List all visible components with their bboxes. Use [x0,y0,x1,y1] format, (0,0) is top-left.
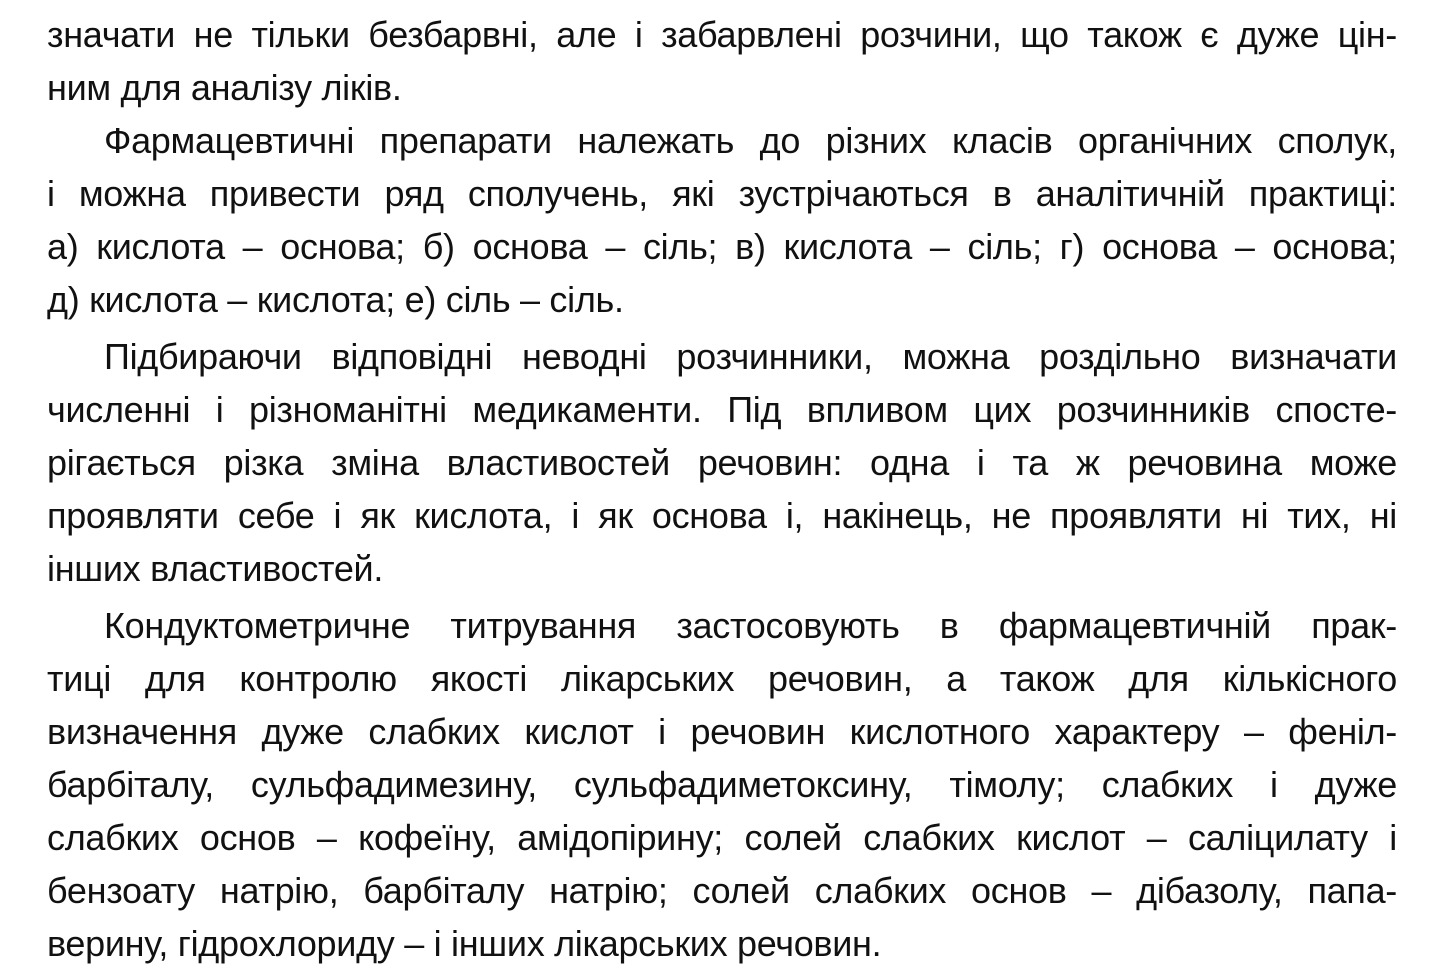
text-line: проявляти себе і як кислота, і як основа і, накінець, не проявляти ні тих, ні [47,495,1397,536]
paragraph-4 [47,599,1397,970]
paragraph-1 [47,8,1397,114]
text-line: верину, гідрохлориду – і інших лікарських речовин. [47,923,882,964]
text-line: інших властивостей. [47,548,384,589]
text-line: Фармацевтичні препарати належать до різних класів органічних сполук, [104,120,1397,161]
text-line: слабких основ – кофеїну, амідопірину; солей слабких кислот – саліцилату і [47,817,1397,858]
text-line: Кондуктометричне титрування застосовують в фармацевтичній прак- [104,605,1397,646]
text-line: і можна привести ряд сполучень, які зустрічаються в аналітичній практиці: [47,173,1397,214]
document-page [47,8,1397,970]
text-line: Підбираючи відповідні неводні розчинники, можна роздільно визначати [104,336,1397,377]
text-line: бензоату натрію, барбіталу натрію; солей слабких основ – дібазолу, папа- [47,870,1397,911]
text-line: визначення дуже слабких кислот і речовин кислотного характеру – феніл- [47,711,1397,752]
text-line: ним для аналізу ліків. [47,67,402,108]
text-line: значати не тільки безбарвні, але і забарвлені розчини, що також є дуже цін- [47,14,1397,55]
paragraph-2 [47,114,1397,326]
text-line: барбіталу, сульфадимезину, сульфадиметоксину, тімолу; слабких і дуже [47,764,1397,805]
text-line: а) кислота – основа; б) основа – сіль; в) кислота – сіль; г) основа – основа; [47,226,1397,267]
text-line: рігається різка зміна властивостей речовин: одна і та ж речовина може [47,442,1397,483]
paragraph-3 [47,330,1397,595]
text-line: численні і різноманітні медикаменти. Під впливом цих розчинників спосте- [47,389,1397,430]
text-line: д) кислота – кислота; е) сіль – сіль. [47,279,624,320]
text-line: тиці для контролю якості лікарських речовин, а також для кількісного [47,658,1397,699]
